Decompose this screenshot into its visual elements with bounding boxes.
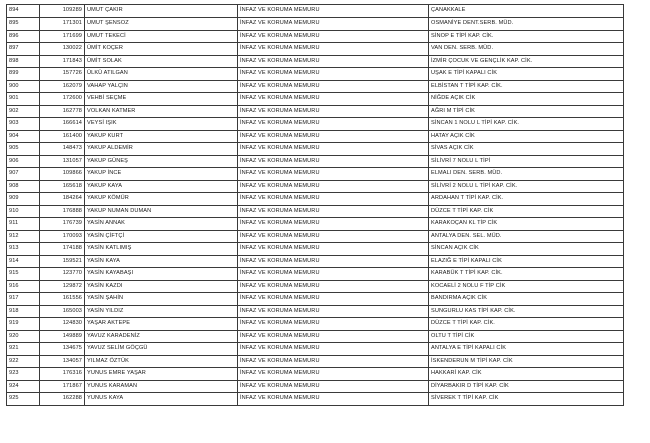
assignment-cell: ELAZIĞ E TİPİ KAPALI CİK [429, 255, 624, 268]
row-number-cell: 904 [7, 130, 40, 143]
row-number-cell: 918 [7, 305, 40, 318]
row-number-cell: 906 [7, 155, 40, 168]
table-row [7, 30, 624, 43]
id-number-cell: 170093 [40, 230, 85, 243]
row-number-cell: 923 [7, 368, 40, 381]
assignment-cell: ANTALYA DEN. SEL. MÜD. [429, 230, 624, 243]
table-row [7, 55, 624, 68]
table-row [7, 393, 624, 406]
id-number-cell: 159521 [40, 255, 85, 268]
id-number-cell: 109289 [40, 5, 85, 18]
assignment-cell: NİĞDE AÇIK CİK [429, 93, 624, 106]
table-row [7, 355, 624, 368]
name-cell: YASİN YILDIZ [85, 305, 238, 318]
id-number-cell: 162778 [40, 105, 85, 118]
assignment-cell: ELBİSTAN T TİPİ KAP. CİK. [429, 80, 624, 93]
assignment-cell: DÜZCE T TİPİ KAP. CİK [429, 205, 624, 218]
name-cell: YAVUZ SELİM GÖÇGÜ [85, 343, 238, 356]
assignment-cell: ANTALYA E TİPİ KAPALI CİK [429, 343, 624, 356]
title-cell: İNFAZ VE KORUMA MEMURU [238, 293, 429, 306]
personnel-table [6, 4, 624, 406]
title-cell: İNFAZ VE KORUMA MEMURU [238, 193, 429, 206]
row-number-cell: 910 [7, 205, 40, 218]
table-row [7, 130, 624, 143]
row-number-cell: 895 [7, 18, 40, 31]
assignment-cell: SİLİVRİ 7 NOLU L TİPİ [429, 155, 624, 168]
title-cell: İNFAZ VE KORUMA MEMURU [238, 318, 429, 331]
name-cell: YASİN ANNAK [85, 218, 238, 231]
table-row [7, 330, 624, 343]
table-row [7, 205, 624, 218]
id-number-cell: 171843 [40, 55, 85, 68]
row-number-cell: 920 [7, 330, 40, 343]
assignment-cell: UŞAK E TİPİ KAPALI CİK [429, 68, 624, 81]
assignment-cell: İSKENDERUN M TİPİ KAP. CİK [429, 355, 624, 368]
row-number-cell: 903 [7, 118, 40, 131]
table-row [7, 43, 624, 56]
assignment-cell: ARDAHAN T TİPİ KAP. CİK. [429, 193, 624, 206]
name-cell: YAKUP KAYA [85, 180, 238, 193]
table-row [7, 230, 624, 243]
table-row [7, 255, 624, 268]
table-row [7, 93, 624, 106]
assignment-cell: ÇANAKKALE [429, 5, 624, 18]
table-row [7, 218, 624, 231]
title-cell: İNFAZ VE KORUMA MEMURU [238, 18, 429, 31]
id-number-cell: 176888 [40, 205, 85, 218]
assignment-cell: OLTU T TİPİ CİK [429, 330, 624, 343]
table-row [7, 305, 624, 318]
id-number-cell: 171301 [40, 18, 85, 31]
assignment-cell: KOCAELİ 2 NOLU F TİP CİK [429, 280, 624, 293]
id-number-cell: 157726 [40, 68, 85, 81]
assignment-cell: SİVAS AÇIK CİK [429, 143, 624, 156]
title-cell: İNFAZ VE KORUMA MEMURU [238, 105, 429, 118]
table-row [7, 118, 624, 131]
row-number-cell: 899 [7, 68, 40, 81]
assignment-cell: HAKKARİ KAP. CİK [429, 368, 624, 381]
id-number-cell: 131057 [40, 155, 85, 168]
table-row [7, 318, 624, 331]
assignment-cell: İZMİR ÇOCUK VE GENÇLİK KAP. CİK. [429, 55, 624, 68]
title-cell: İNFAZ VE KORUMA MEMURU [238, 205, 429, 218]
id-number-cell: 129872 [40, 280, 85, 293]
table-row [7, 180, 624, 193]
title-cell: İNFAZ VE KORUMA MEMURU [238, 330, 429, 343]
row-number-cell: 915 [7, 268, 40, 281]
id-number-cell: 165003 [40, 305, 85, 318]
id-number-cell: 166614 [40, 118, 85, 131]
title-cell: İNFAZ VE KORUMA MEMURU [238, 243, 429, 256]
table-row [7, 193, 624, 206]
name-cell: YASİN ÇİFTÇİ [85, 230, 238, 243]
name-cell: YAKUP ALDEMİR [85, 143, 238, 156]
assignment-cell: KARABÜK T TİPİ KAP. CİK. [429, 268, 624, 281]
id-number-cell: 176316 [40, 368, 85, 381]
id-number-cell: 165618 [40, 180, 85, 193]
assignment-cell: HATAY AÇIK CİK [429, 130, 624, 143]
name-cell: UMUT ŞENSOZ [85, 18, 238, 31]
id-number-cell: 162288 [40, 393, 85, 406]
title-cell: İNFAZ VE KORUMA MEMURU [238, 143, 429, 156]
row-number-cell: 894 [7, 5, 40, 18]
title-cell: İNFAZ VE KORUMA MEMURU [238, 80, 429, 93]
title-cell: İNFAZ VE KORUMA MEMURU [238, 68, 429, 81]
title-cell: İNFAZ VE KORUMA MEMURU [238, 305, 429, 318]
row-number-cell: 924 [7, 380, 40, 393]
title-cell: İNFAZ VE KORUMA MEMURU [238, 180, 429, 193]
row-number-cell: 922 [7, 355, 40, 368]
name-cell: ÜLKÜ ATILGAN [85, 68, 238, 81]
id-number-cell: 123770 [40, 268, 85, 281]
assignment-cell: OSMANİYE DENT.SERB. MÜD. [429, 18, 624, 31]
assignment-cell: SİVEREK T TİPİ KAP. CİK [429, 393, 624, 406]
row-number-cell: 914 [7, 255, 40, 268]
title-cell: İNFAZ VE KORUMA MEMURU [238, 168, 429, 181]
title-cell: İNFAZ VE KORUMA MEMURU [238, 380, 429, 393]
title-cell: İNFAZ VE KORUMA MEMURU [238, 43, 429, 56]
name-cell: UMUT ÇAKIR [85, 5, 238, 18]
assignment-cell: SİLİVRİ 2 NOLU L TİPİ KAP. CİK. [429, 180, 624, 193]
personnel-table-body [7, 5, 624, 406]
assignment-cell: KARAKOÇAN KL TİP CİK [429, 218, 624, 231]
table-row [7, 343, 624, 356]
name-cell: YAŞAR AKTEPE [85, 318, 238, 331]
title-cell: İNFAZ VE KORUMA MEMURU [238, 355, 429, 368]
row-number-cell: 896 [7, 30, 40, 43]
assignment-cell: SİNCAN AÇIK CİK [429, 243, 624, 256]
name-cell: ÜMİT SOLAK [85, 55, 238, 68]
table-row [7, 268, 624, 281]
id-number-cell: 149889 [40, 330, 85, 343]
assignment-cell: BANDIRMA AÇIK CİK [429, 293, 624, 306]
id-number-cell: 161400 [40, 130, 85, 143]
title-cell: İNFAZ VE KORUMA MEMURU [238, 155, 429, 168]
table-row [7, 155, 624, 168]
title-cell: İNFAZ VE KORUMA MEMURU [238, 230, 429, 243]
table-row [7, 68, 624, 81]
assignment-cell: DİYARBAKIR D TİPİ KAP. CİK [429, 380, 624, 393]
table-row [7, 293, 624, 306]
name-cell: VEHBİ SEÇME [85, 93, 238, 106]
name-cell: VAHAP YALÇIN [85, 80, 238, 93]
row-number-cell: 919 [7, 318, 40, 331]
id-number-cell: 134675 [40, 343, 85, 356]
row-number-cell: 898 [7, 55, 40, 68]
id-number-cell: 161556 [40, 293, 85, 306]
id-number-cell: 124830 [40, 318, 85, 331]
table-row [7, 380, 624, 393]
assignment-cell: SİNOP E TİPİ KAP. CİK. [429, 30, 624, 43]
name-cell: YAKUP NUMAN DUMAN [85, 205, 238, 218]
name-cell: YAKUP KÖMÜR [85, 193, 238, 206]
title-cell: İNFAZ VE KORUMA MEMURU [238, 30, 429, 43]
title-cell: İNFAZ VE KORUMA MEMURU [238, 393, 429, 406]
row-number-cell: 916 [7, 280, 40, 293]
table-row [7, 280, 624, 293]
title-cell: İNFAZ VE KORUMA MEMURU [238, 218, 429, 231]
title-cell: İNFAZ VE KORUMA MEMURU [238, 268, 429, 281]
assignment-cell: AĞRI M TİPİ CİK [429, 105, 624, 118]
title-cell: İNFAZ VE KORUMA MEMURU [238, 93, 429, 106]
table-row [7, 243, 624, 256]
table-row [7, 80, 624, 93]
id-number-cell: 174188 [40, 243, 85, 256]
assignment-cell: SUNGURLU KAS TİPİ KAP. CİK. [429, 305, 624, 318]
id-number-cell: 130022 [40, 43, 85, 56]
title-cell: İNFAZ VE KORUMA MEMURU [238, 255, 429, 268]
title-cell: İNFAZ VE KORUMA MEMURU [238, 130, 429, 143]
title-cell: İNFAZ VE KORUMA MEMURU [238, 343, 429, 356]
row-number-cell: 911 [7, 218, 40, 231]
assignment-cell: ELMALI DEN. SERB. MÜD. [429, 168, 624, 181]
row-number-cell: 902 [7, 105, 40, 118]
row-number-cell: 908 [7, 180, 40, 193]
row-number-cell: 913 [7, 243, 40, 256]
row-number-cell: 901 [7, 93, 40, 106]
table-row [7, 143, 624, 156]
row-number-cell: 912 [7, 230, 40, 243]
title-cell: İNFAZ VE KORUMA MEMURU [238, 280, 429, 293]
assignment-cell: SİNCAN 1 NOLU L TİPİ KAP. CİK. [429, 118, 624, 131]
name-cell: YASİN ŞAHİN [85, 293, 238, 306]
title-cell: İNFAZ VE KORUMA MEMURU [238, 55, 429, 68]
id-number-cell: 184264 [40, 193, 85, 206]
title-cell: İNFAZ VE KORUMA MEMURU [238, 118, 429, 131]
row-number-cell: 921 [7, 343, 40, 356]
name-cell: YUNUS EMRE YAŞAR [85, 368, 238, 381]
assignment-cell: VAN DEN. SERB. MÜD. [429, 43, 624, 56]
id-number-cell: 109866 [40, 168, 85, 181]
row-number-cell: 909 [7, 193, 40, 206]
table-row [7, 105, 624, 118]
id-number-cell: 148473 [40, 143, 85, 156]
table-row [7, 168, 624, 181]
id-number-cell: 176739 [40, 218, 85, 231]
row-number-cell: 925 [7, 393, 40, 406]
name-cell: ÜMİT KOÇER [85, 43, 238, 56]
name-cell: YUNUS KARAMAN [85, 380, 238, 393]
table-row [7, 18, 624, 31]
name-cell: YILMAZ ÖZTÜK [85, 355, 238, 368]
name-cell: YUNUS KAYA [85, 393, 238, 406]
table-row [7, 368, 624, 381]
name-cell: YASİN KAZDI [85, 280, 238, 293]
name-cell: YASİN KAYABAŞI [85, 268, 238, 281]
name-cell: YAKUP KURT [85, 130, 238, 143]
name-cell: VEYSİ IŞIK [85, 118, 238, 131]
name-cell: YASİN KATLIMIŞ [85, 243, 238, 256]
name-cell: UMUT TEKECİ [85, 30, 238, 43]
name-cell: YAKUP İNCE [85, 168, 238, 181]
id-number-cell: 172600 [40, 93, 85, 106]
row-number-cell: 905 [7, 143, 40, 156]
name-cell: YAVUZ KARADENİZ [85, 330, 238, 343]
row-number-cell: 917 [7, 293, 40, 306]
title-cell: İNFAZ VE KORUMA MEMURU [238, 5, 429, 18]
id-number-cell: 134057 [40, 355, 85, 368]
row-number-cell: 897 [7, 43, 40, 56]
name-cell: VOLKAN KATMER [85, 105, 238, 118]
assignment-cell: DÜZCE T TİPİ KAP. CİK. [429, 318, 624, 331]
document-page [6, 4, 616, 406]
row-number-cell: 907 [7, 168, 40, 181]
row-number-cell: 900 [7, 80, 40, 93]
table-row [7, 5, 624, 18]
id-number-cell: 171867 [40, 380, 85, 393]
id-number-cell: 162079 [40, 80, 85, 93]
id-number-cell: 171699 [40, 30, 85, 43]
name-cell: YAKUP GÜNEŞ [85, 155, 238, 168]
name-cell: YASİN KAYA [85, 255, 238, 268]
title-cell: İNFAZ VE KORUMA MEMURU [238, 368, 429, 381]
